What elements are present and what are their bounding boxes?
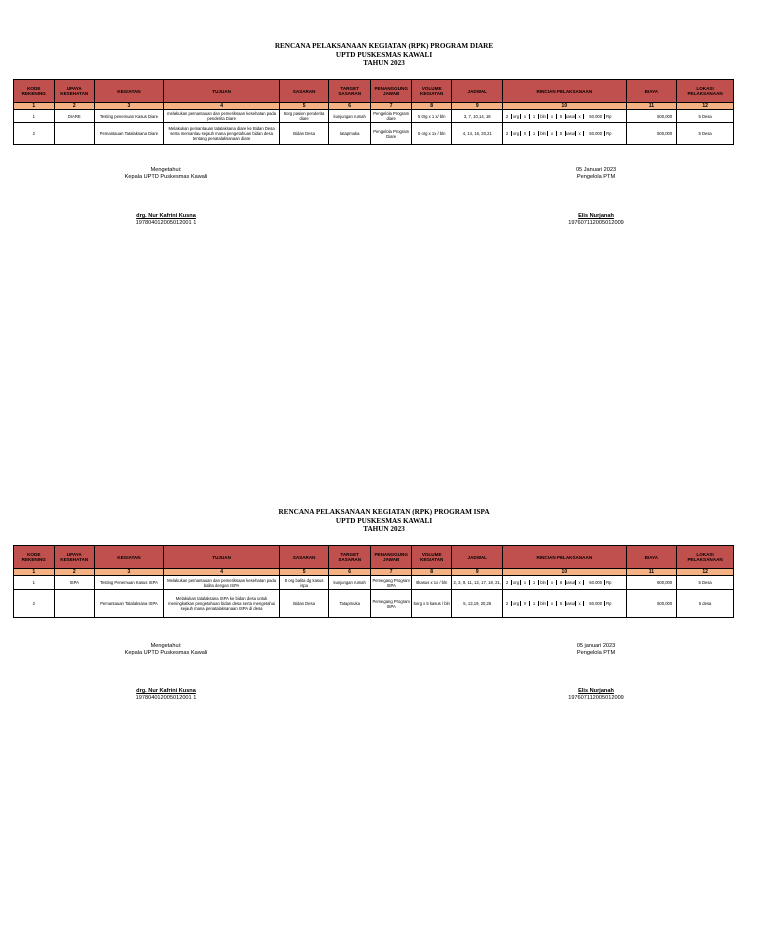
- signature-manager: [506, 167, 686, 228]
- column-header: KODE REKENING: [14, 546, 55, 569]
- rincian-part: 5: [557, 601, 566, 606]
- column-header: LOKASI PELAKSANAAN: [677, 546, 734, 569]
- column-header: RINCIAN PELAKSANAAN: [503, 546, 627, 569]
- column-header: BIAYA: [626, 80, 677, 103]
- rincian-part: 5: [557, 114, 566, 119]
- rincian-part: org: [513, 131, 520, 136]
- column-number-row: [14, 103, 734, 110]
- rincian-part: 1: [530, 580, 539, 585]
- cell-sasaran: 5org pasien penderita diare: [280, 110, 329, 123]
- column-number: 9: [452, 103, 503, 110]
- sign-name: Elis Nurjanah: [578, 687, 614, 694]
- rincian-part: x: [576, 580, 584, 585]
- rincian-part: x: [576, 114, 584, 119]
- column-number: 10: [503, 103, 627, 110]
- rincian-part: 1: [530, 131, 539, 136]
- rincian-part: x: [576, 601, 584, 606]
- signature-head: [76, 643, 256, 703]
- column-header: TUJUAN: [163, 80, 279, 103]
- column-header: SASARAN: [280, 80, 329, 103]
- cell-kode: 2: [14, 123, 55, 145]
- rincian-part: X: [521, 601, 530, 606]
- title-line: RENCANA PELAKSANAAN KEGIATAN (RPK) PROGRAM DIARE: [274, 42, 494, 50]
- column-number: 9: [452, 569, 503, 576]
- sign-nip: 197804012005012001 1: [135, 220, 197, 227]
- signature-manager: [506, 643, 686, 703]
- cell-volume: 5 0rg x 1 x/ bln: [411, 110, 452, 123]
- rpk-table: [13, 79, 734, 145]
- column-number: 8: [411, 569, 452, 576]
- rincian-part: 1: [530, 601, 539, 606]
- rincian-part: x: [548, 131, 557, 136]
- table-row: [14, 110, 734, 123]
- cell-upaya: ISPA: [54, 576, 95, 590]
- rincian-part: X: [521, 131, 530, 136]
- cell-rincian: [503, 576, 627, 590]
- cell-kegiatan: Testing Penemuan Kasus ISPA: [95, 576, 164, 590]
- rincian-part: bln: [539, 601, 548, 606]
- rincian-part: kasus: [565, 580, 577, 585]
- rincian-part: org: [513, 580, 520, 585]
- column-number: 12: [677, 569, 734, 576]
- sign-space: [506, 658, 686, 688]
- rincian-part: x: [576, 131, 584, 136]
- table-row: [14, 590, 734, 618]
- sign-role: Pengelola PTM: [576, 650, 616, 657]
- title-line: TAHUN 2023: [363, 525, 405, 534]
- sign-name: drg. Nur Kafrini Kusna: [136, 212, 196, 219]
- sign-label: Mengetahui:: [150, 167, 182, 173]
- rincian-part: 50.000: [584, 114, 605, 119]
- column-header: PENANGGUNG JAWAB: [371, 546, 412, 569]
- column-number: 10: [503, 569, 627, 576]
- rincian-part: bln: [539, 131, 548, 136]
- rincian-grid: [503, 114, 626, 119]
- column-number: 1: [14, 569, 55, 576]
- rincian-part: kasus: [565, 131, 577, 136]
- cell-sasaran: Bidan Desa: [280, 123, 329, 145]
- cell-jadwal: 5, 13,19, 20,25: [452, 590, 503, 618]
- rincian-part: x: [521, 580, 530, 585]
- cell-biaya: 500,000: [626, 123, 677, 145]
- column-number: 6: [328, 103, 371, 110]
- cell-tujuan: Melakukan tatalaksana ISPA ke bidan desa untuk meningkatkan pengetahuan bidan desa serta mengetahui sejauh mana penatalaksanaan ISPA di desa: [163, 590, 279, 618]
- column-header: RINCIAN PELAKSANAAN: [503, 80, 627, 103]
- rincian-part: x: [548, 601, 557, 606]
- cell-target: kunjungan rumah: [328, 110, 371, 123]
- cell-upaya: [54, 590, 95, 618]
- sign-role: Pengelola PTM: [576, 174, 616, 181]
- rincian-part: 2: [503, 131, 512, 136]
- cell-lokasi: 5 Desa: [677, 576, 734, 590]
- rincian-part: x: [548, 580, 557, 585]
- rincian-part: bln: [539, 580, 548, 585]
- rincian-part: 2: [503, 114, 512, 119]
- cell-pj: Pengelola Program Diare: [371, 123, 412, 145]
- rincian-part: x: [548, 114, 557, 119]
- title-line: UPTD PUSKESMAS KAWALI: [335, 50, 433, 59]
- rincian-part: org: [513, 601, 520, 606]
- column-header: JADWAL: [452, 80, 503, 103]
- header-row: [14, 546, 734, 569]
- column-header: SASARAN: [280, 546, 329, 569]
- column-number: 7: [371, 103, 412, 110]
- rincian-part: Rp: [606, 580, 612, 585]
- table-row: [14, 123, 734, 145]
- cell-pj: Pemegang Program ISPA: [372, 577, 410, 588]
- column-number: 7: [371, 569, 412, 576]
- cell-kode: 1: [14, 576, 55, 590]
- cell-volume: 5 org x 1x / bln: [411, 123, 452, 145]
- rincian-part: org: [513, 113, 520, 119]
- rincian-part: x: [521, 114, 530, 119]
- sign-role: Kepala UPTD Puskesmas Kawali: [124, 650, 208, 657]
- rincian-grid: [503, 131, 626, 136]
- rincian-part: 8: [557, 580, 566, 585]
- cell-sasaran: 8 org balita dg kasus ispa: [280, 576, 329, 590]
- rpk-title: [0, 508, 768, 534]
- rpk-title: [0, 42, 768, 68]
- cell-biaya: 800,000: [626, 576, 677, 590]
- signature-head: [76, 167, 256, 228]
- cell-kegiatan: Pemantauan Tatalaksana ISPA: [95, 590, 164, 618]
- column-header: TUJUAN: [163, 546, 279, 569]
- column-header: KEGIATAN: [95, 546, 164, 569]
- column-number: 5: [280, 103, 329, 110]
- column-header: KEGIATAN: [95, 80, 164, 103]
- cell-kegiatan: Testing penemuan Kasus Diare: [95, 110, 164, 123]
- rincian-part: Rp: [606, 113, 612, 119]
- rincian-part: Rp: [606, 131, 612, 136]
- column-number: 8: [411, 103, 452, 110]
- rincian-part: 2: [503, 580, 512, 585]
- cell-pj: Pengelola Program diare: [371, 110, 412, 123]
- column-number: 3: [95, 569, 164, 576]
- sign-name: Elis Nurjanah: [578, 212, 614, 219]
- column-number: 2: [54, 103, 95, 110]
- sign-space: [76, 658, 256, 688]
- column-number: 11: [626, 569, 677, 576]
- column-number-row: [14, 569, 734, 576]
- rincian-part: Rp: [606, 601, 612, 606]
- column-header: LOKASI PELAKSANAAN: [677, 80, 734, 103]
- table-row: [14, 576, 734, 590]
- column-header: PENANGGUNG JAWAB: [371, 80, 412, 103]
- sign-space: [76, 182, 256, 213]
- cell-sasaran: Bidan Desa: [280, 590, 329, 618]
- cell-jadwal: 4, 14, 16, 20,21: [452, 123, 503, 145]
- column-number: 4: [163, 569, 279, 576]
- sign-role: Kepala UPTD Puskesmas Kawali: [124, 174, 208, 181]
- cell-target: Tatapmuka: [328, 590, 371, 618]
- cell-pj: Pemegang Program ISPA: [371, 590, 412, 618]
- rincian-part: bln: [539, 114, 548, 119]
- rincian-part: kasus: [565, 113, 577, 119]
- cell-biaya: 500,000: [626, 590, 677, 618]
- column-number: 6: [328, 569, 371, 576]
- sign-label: Mengetahui:: [150, 643, 182, 649]
- cell-tujuan: Melakukan pemantauan tatalaksana diare ke Bidan Desa serta memantau sejauh mana pengetahuan bidan desa tentang penatalaksanaan diare: [163, 123, 279, 145]
- column-header: UPAYA KESEHATAN: [54, 546, 95, 569]
- cell-kode: 1: [14, 110, 55, 123]
- cell-biaya: 500,000: [626, 110, 677, 123]
- rincian-part: 5: [557, 131, 566, 136]
- column-header: TARGET SASARAN: [328, 546, 371, 569]
- rincian-grid: [503, 601, 626, 606]
- sign-nip: 197607112005012009: [568, 220, 624, 227]
- cell-upaya: DIARE: [54, 110, 95, 123]
- column-number: 5: [280, 569, 329, 576]
- cell-volume: 8kasus x 1x / bln: [411, 576, 452, 590]
- cell-tujuan: Melakukan pemantauan dan pemeriksaan kesehatan pada balita dengan ISPA: [163, 576, 279, 590]
- column-number: 4: [163, 103, 279, 110]
- rincian-part: kasus: [565, 601, 577, 606]
- column-number: 3: [95, 103, 164, 110]
- cell-rincian: [503, 110, 627, 123]
- column-number: 2: [54, 569, 95, 576]
- sign-space: [506, 182, 686, 213]
- sign-label: 05 Januari 2023: [575, 167, 617, 173]
- cell-target: tatapmuka: [328, 123, 371, 145]
- cell-lokasi: 5 Desa: [677, 123, 734, 145]
- column-header: VOLUME KEGIATAN: [411, 546, 452, 569]
- sign-name: drg. Nur Kafrini Kusna: [136, 687, 196, 694]
- cell-target: kunjungan rumah: [328, 576, 371, 590]
- sign-nip: 197607112005012009: [568, 695, 624, 702]
- cell-kode: 2: [14, 590, 55, 618]
- column-header: JADWAL: [452, 546, 503, 569]
- cell-lokasi: 5 Desa: [677, 110, 734, 123]
- cell-rincian: [503, 590, 627, 618]
- column-number: 12: [677, 103, 734, 110]
- rincian-part: 50.000: [584, 131, 605, 136]
- column-header: UPAYA KESEHATAN: [54, 80, 95, 103]
- column-header: BIAYA: [626, 546, 677, 569]
- column-header: TARGET SASARAN: [328, 80, 371, 103]
- column-header: VOLUME KEGIATAN: [411, 80, 452, 103]
- cell-tujuan: melakukan pemantauan dan pemeriksaan kesehatan pada penderita Diare: [163, 110, 279, 123]
- column-number: 11: [626, 103, 677, 110]
- rincian-grid: [503, 580, 626, 585]
- rincian-part: 2: [503, 601, 512, 606]
- cell-volume: 5org x 5 kasus / bln: [411, 590, 452, 618]
- cell-upaya: [54, 123, 95, 145]
- sign-label: 05 januari 2023: [576, 643, 616, 649]
- cell-jadwal: 3, 7, 10,14, 18: [452, 110, 503, 123]
- rpk-table: [13, 545, 734, 618]
- cell-jadwal: 2, 3, 9, 11, 12, 17, 18, 21,: [452, 576, 503, 590]
- sign-nip: 197804012005012001 1: [135, 695, 197, 702]
- rincian-part: 50.000: [584, 580, 605, 585]
- rincian-part: 50.000: [584, 601, 605, 606]
- header-row: [14, 80, 734, 103]
- title-line: TAHUN 2023: [363, 59, 405, 68]
- title-line: UPTD PUSKESMAS KAWALI: [335, 516, 433, 525]
- cell-lokasi: 5 desa: [677, 590, 734, 618]
- cell-kegiatan: Pemantauan Tatalaksana Diare: [95, 123, 164, 145]
- column-header: KODE REKENING: [14, 80, 55, 103]
- title-line: RENCANA PELAKSANAAN KEGIATAN (RPK) PROGRAM ISPA: [278, 508, 490, 516]
- column-number: 1: [14, 103, 55, 110]
- cell-rincian: [503, 123, 627, 145]
- rincian-part: 1: [530, 114, 539, 119]
